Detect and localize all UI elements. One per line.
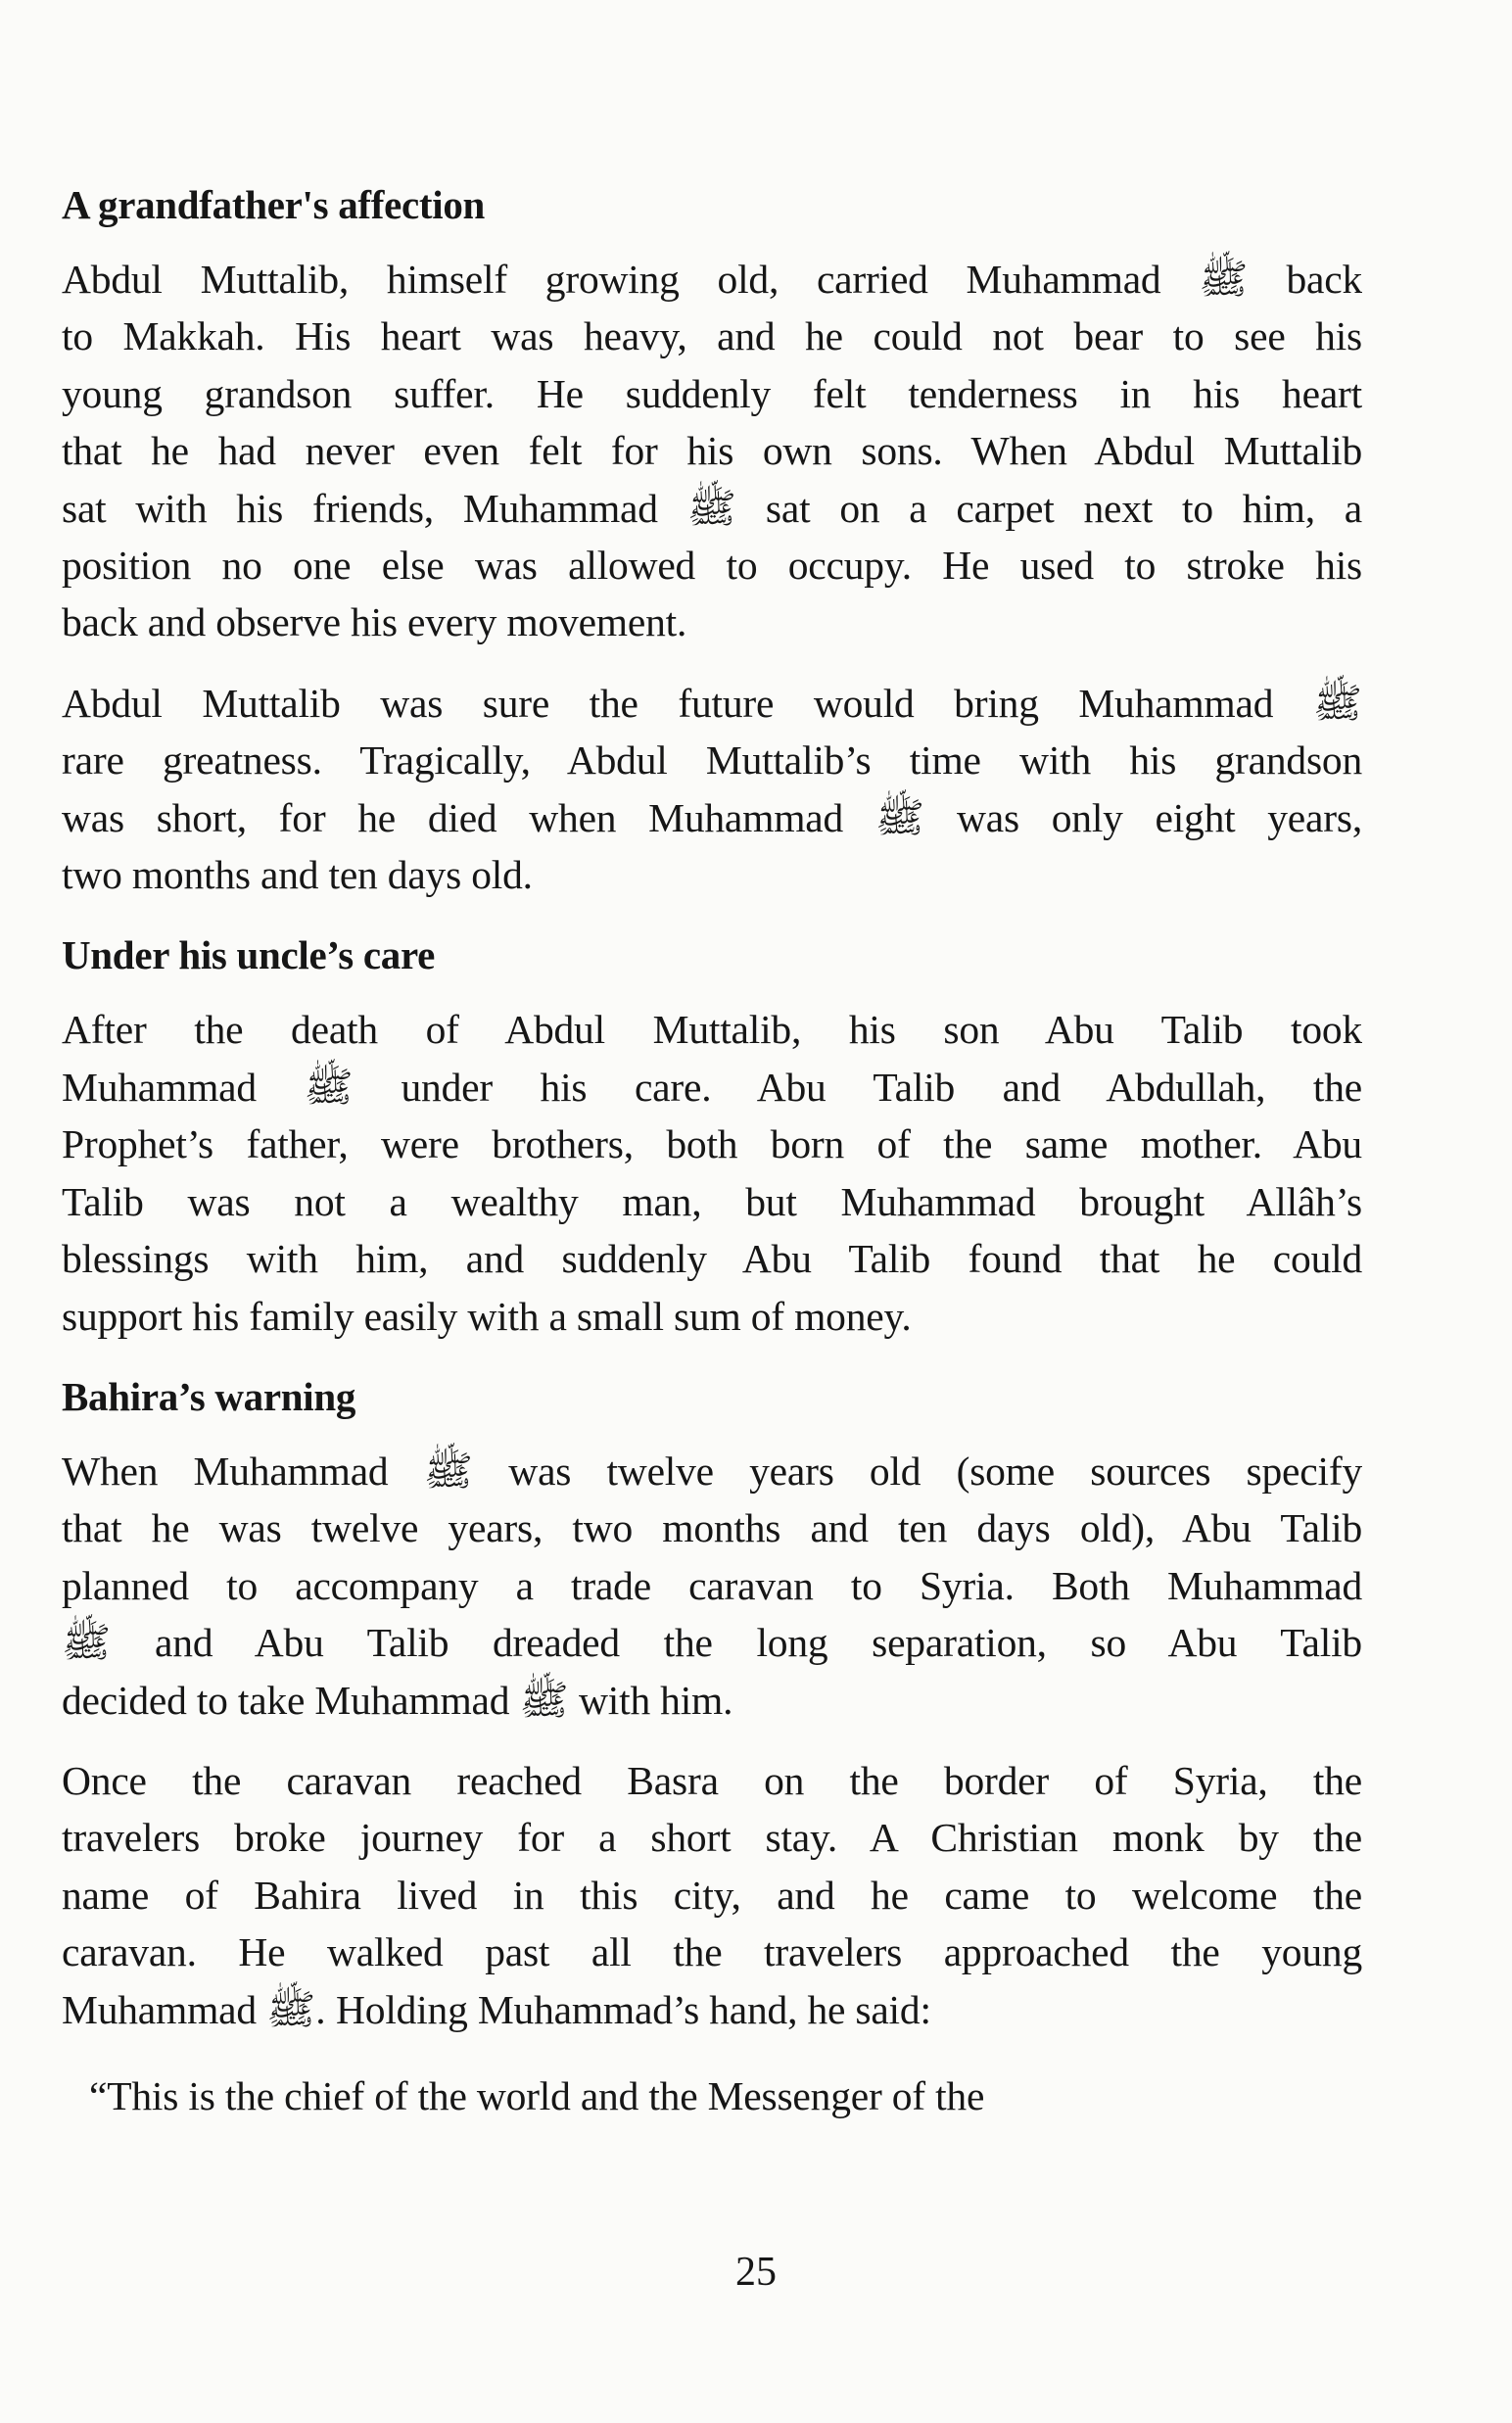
text-line: two months and ten days old. xyxy=(62,852,533,898)
text-line: Once the caravan reached Basra on the border of Syria, the xyxy=(62,1757,1362,1803)
text-line: that he had never even felt for his own sons. When Abdul Muttalib xyxy=(62,428,1362,474)
section-under-his-uncles-care xyxy=(62,926,1362,1344)
quote-line: “This is the chief of the world and the Messenger of the xyxy=(89,2072,985,2118)
paragraph xyxy=(62,1001,1362,1344)
text-line: was short, for he died when Muhammad ﷺ was only eight years, xyxy=(62,794,1362,840)
text-line: back and observe his every movement. xyxy=(62,599,687,645)
paragraph xyxy=(62,251,1362,651)
text-line: blessings with him, and suddenly Abu Talib found that he could xyxy=(62,1236,1362,1282)
paragraph xyxy=(62,675,1362,904)
text-line: caravan. He walked past all the travelers approached the young xyxy=(62,1929,1362,1975)
text-line: After the death of Abdul Muttalib, his son Abu Talib took xyxy=(62,1007,1362,1053)
section-heading: Under his uncle’s care xyxy=(62,932,435,978)
text-line: When Muhammad ﷺ was twelve years old (some sources specify xyxy=(62,1448,1362,1494)
text-line: young grandson suffer. He suddenly felt tenderness in his heart xyxy=(62,370,1362,416)
paragraph xyxy=(62,1443,1362,1729)
text-line: that he was twelve years, two months and ten days old), Abu Talib xyxy=(62,1505,1362,1551)
text-line: Muhammad ﷺ. Holding Muhammad’s hand, he said: xyxy=(62,1986,931,2032)
page-number: 25 xyxy=(735,2250,777,2295)
paragraph xyxy=(62,1752,1362,2038)
section-heading: Bahira’s warning xyxy=(62,1373,356,1419)
page-body xyxy=(62,176,1362,2148)
text-line: support his family easily with a small sum of money. xyxy=(62,1293,912,1339)
text-line: name of Bahira lived in this city, and he came to welcome the xyxy=(62,1872,1362,1918)
text-line: ﷺ and Abu Talib dreaded the long separation, so Abu Talib xyxy=(62,1620,1362,1666)
section-heading: A grandfather's affection xyxy=(62,182,486,227)
section-bahiras-warning xyxy=(62,1368,1362,2124)
text-line: Prophet’s father, were brothers, both born of the same mother. Abu xyxy=(62,1121,1362,1167)
text-line: planned to accompany a trade caravan to Syria. Both Muhammad xyxy=(62,1562,1362,1608)
text-line: rare greatness. Tragically, Abdul Muttalib’s time with his grandson xyxy=(62,737,1362,784)
text-line: sat with his friends, Muhammad ﷺ sat on a carpet next to him, a xyxy=(62,485,1362,531)
text-line: position no one else was allowed to occupy. He used to stroke his xyxy=(62,543,1362,589)
section-grandfathers-affection xyxy=(62,176,1362,903)
text-line: decided to take Muhammad ﷺ with him. xyxy=(62,1677,733,1723)
text-line: Muhammad ﷺ under his care. Abu Talib and Abdullah, the xyxy=(62,1064,1362,1110)
text-line: to Makkah. His heart was heavy, and he could not bear to see his xyxy=(62,313,1362,359)
text-line: Talib was not a wealthy man, but Muhammad brought Allâh’s xyxy=(62,1178,1362,1224)
text-line: Abdul Muttalib, himself growing old, carried Muhammad ﷺ back xyxy=(62,257,1362,302)
text-line: travelers broke journey for a short stay. A Christian monk by the xyxy=(62,1815,1362,1861)
text-line: Abdul Muttalib was sure the future would bring Muhammad ﷺ xyxy=(62,680,1362,726)
